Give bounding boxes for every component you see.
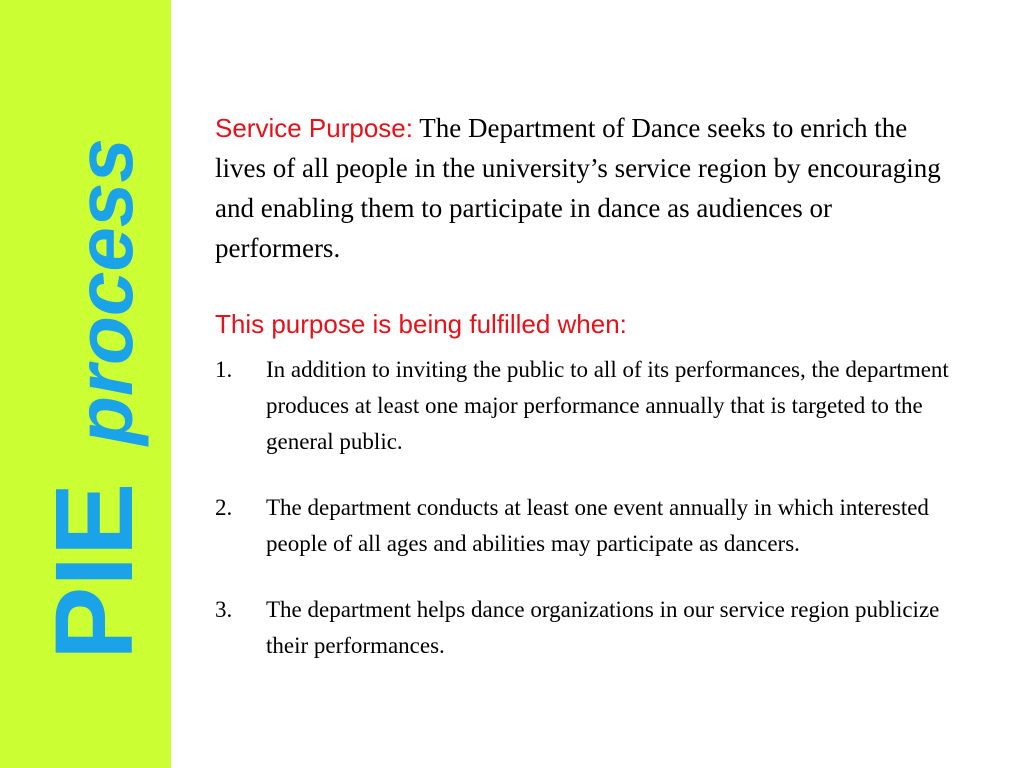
criteria-list bbox=[215, 352, 950, 664]
title-pie: PIE bbox=[33, 482, 156, 660]
list-item bbox=[215, 592, 950, 664]
fulfilled-heading: This purpose is being fulfilled when: bbox=[215, 309, 627, 339]
list-item-text: The department helps dance organizations in our service region publicize their performances. bbox=[266, 597, 940, 658]
vertical-title-svg bbox=[0, 0, 171, 768]
sidebar bbox=[0, 0, 171, 768]
list-item bbox=[215, 352, 950, 460]
list-item-number: 1. bbox=[215, 357, 233, 382]
service-purpose-text: The Department of Dance seeks to enrich the lives of all people in the university’s service region by encouraging and enabling them to participate in dance as audiences or performers. bbox=[215, 113, 941, 263]
main-content bbox=[215, 108, 955, 694]
list-item bbox=[215, 490, 950, 562]
title-process: process bbox=[60, 138, 149, 445]
list-item-text: The department conducts at least one event annually in which interested people of all ages and abilities may participate as dancers. bbox=[266, 495, 929, 556]
list-item-text: In addition to inviting the public to all of its performances, the department produces at least one major performance annually that is targeted to the general public. bbox=[266, 357, 949, 454]
service-purpose bbox=[215, 108, 955, 268]
service-purpose-label: Service Purpose: bbox=[215, 113, 413, 143]
vertical-title bbox=[0, 0, 171, 768]
list-item-number: 3. bbox=[215, 597, 233, 622]
list-item-number: 2. bbox=[215, 495, 233, 520]
